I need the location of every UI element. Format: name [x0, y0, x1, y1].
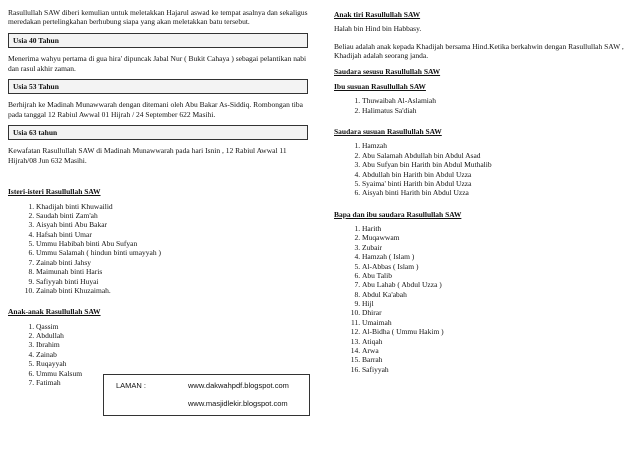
ibu-susuan-list [334, 96, 630, 115]
usia-63-heading: Usia 63 tahun [8, 125, 308, 140]
list-item: 14. Arwa [362, 346, 630, 355]
list-item: 2. Saudah binti Zam'ah [36, 211, 308, 220]
list-item: 2. Halimatus Sa'diah [362, 106, 630, 115]
list-item: 13. Atiqah [362, 337, 630, 346]
laman-link-masjidlekir[interactable]: www.masjidlekir.blogspot.com [188, 399, 288, 408]
list-item: 8. Abdul Ka'abah [362, 290, 630, 299]
usia-40-heading: Usia 40 Tahun [8, 33, 308, 48]
saudara-susuan-heading: Saudara susuan Rasullullah SAW [334, 127, 442, 136]
list-item: 5. Ummu Habibah binti Abu Sufyan [36, 239, 308, 248]
ibu-susuan-heading: Ibu susuan Rasullullah SAW [334, 81, 426, 91]
right-column [334, 8, 630, 382]
list-item: 1. Harith [362, 224, 630, 233]
list-item: 6. Ummu Salamah ( hindun binti umayyah ) [36, 248, 308, 257]
list-item: 4. Hamzah ( Islam ) [362, 252, 630, 261]
list-item: 5. Ruqayyah [36, 359, 308, 368]
list-item: 1. Khadijah binti Khuwailid [36, 202, 308, 211]
anak-heading: Anak-anak Rasullullah SAW [8, 307, 101, 317]
list-item: 3. Abu Sufyan bin Harith bin Abdul Muthalib [362, 160, 630, 169]
list-item: 1. Thuwaibah Al-Aslamiah [362, 96, 630, 105]
list-item: 6. Abu Talib [362, 271, 630, 280]
isteri-heading: Isteri-isteri Rasullullah SAW [8, 187, 101, 197]
laman-box [103, 374, 310, 416]
list-item: 8. Maimunah binti Haris [36, 267, 308, 276]
list-item: 12. Al-Bidha ( Ummu Hakim ) [362, 327, 630, 336]
list-item: 11. Umaimah [362, 318, 630, 327]
usia-40-text: Menerima wahyu pertama di gua hira' dipuncak Jabal Nur ( Bukit Cahaya ) sebagai pelantikan nabi dan rasul akhir zaman. [8, 54, 307, 73]
list-item: 6. Ummu Kalsum [36, 369, 308, 378]
list-item: 6. Aisyah binti Harith bin Abdul Uzza [362, 188, 630, 197]
anak-tiri-text-2: Beliau adalah anak kepada Khadijah bersama Hind.Ketika berkahwin dengan Rasullullah SAW , Khadijah adalah seorang janda. [334, 41, 624, 61]
saudara-susuan-list [334, 141, 630, 197]
list-item: 7. Abu Lahab ( Abdul Uzza ) [362, 280, 630, 289]
list-item: 3. Ibrahim [36, 340, 308, 349]
list-item: 4. Zainab [36, 350, 308, 359]
list-item: 3. Zubair [362, 243, 630, 252]
usia-63-text: Kewafatan Rasullullah SAW di Madinah Munawwarah pada hari Isnin , 12 Rabiul Awwal 11 Hijrah/08 Jun 632 Masihi. [8, 146, 287, 165]
usia-53-heading: Usia 53 Tahun [8, 79, 308, 94]
list-item: 1. Hamzah [362, 141, 630, 150]
anak-tiri-text-1: Halah bin Hind bin Habbasy. [334, 24, 422, 34]
list-item: 2. Abdullah [36, 331, 308, 340]
list-item: 4. Abdullah bin Harith bin Abdul Uzza [362, 170, 630, 179]
list-item: 7. Fatimah [36, 378, 308, 387]
list-item: 5. Syaima' binti Harith bin Abdul Uzza [362, 179, 630, 188]
anak-tiri-heading: Anak tiri Rasullullah SAW [334, 10, 421, 19]
laman-label: LAMAN : [116, 381, 147, 390]
intro-paragraph: Rasullullah SAW diberi kemulian untuk meletakkan Hajarul aswad ke tempat asalnya dan sekaligus meredakan pertelingkahan berhubung siapa yang akan meletakkan batu tersebut. [8, 8, 308, 27]
list-item: 2. Muqawwam [362, 233, 630, 242]
left-column [8, 8, 308, 395]
list-item: 10. Dhirar [362, 308, 630, 317]
saudara-sesusu-heading: Saudara sesusu Rasullullah SAW [334, 66, 441, 76]
list-item: 7. Zainab binti Jahsy [36, 258, 308, 267]
list-item: 16. Safiyyah [362, 365, 630, 374]
bapa-ibu-heading: Bapa dan ibu saudara Rasullullah SAW [334, 209, 462, 219]
list-item: 9. Hijl [362, 299, 630, 308]
list-item: 3. Aisyah binti Abu Bakar [36, 220, 308, 229]
list-item: 4. Hafsah binti Umar [36, 230, 308, 239]
list-item: 10. Zainab binti Khuzaimah. [36, 286, 308, 295]
list-item: 15. Barrah [362, 355, 630, 364]
bapa-ibu-list [334, 224, 630, 374]
laman-link-dakwahpdf[interactable]: www.dakwahpdf.blogspot.com [188, 381, 289, 390]
list-item: 1. Qassim [36, 322, 308, 331]
isteri-list [8, 202, 308, 296]
usia-53-text: Berhijrah ke Madinah Munawwarah dengan ditemani oleh Abu Bakar As-Siddiq. Rombongan tiba pada tanggal 12 Rabiul Awwal 01 Hijrah / 24 September 622 Masihi. [8, 100, 303, 119]
list-item: 5. Al-Abbas ( Islam ) [362, 262, 630, 271]
list-item: 9. Safiyyah binti Huyai [36, 277, 308, 286]
list-item: 2. Abu Salamah Abdullah bin Abdul Asad [362, 151, 630, 160]
